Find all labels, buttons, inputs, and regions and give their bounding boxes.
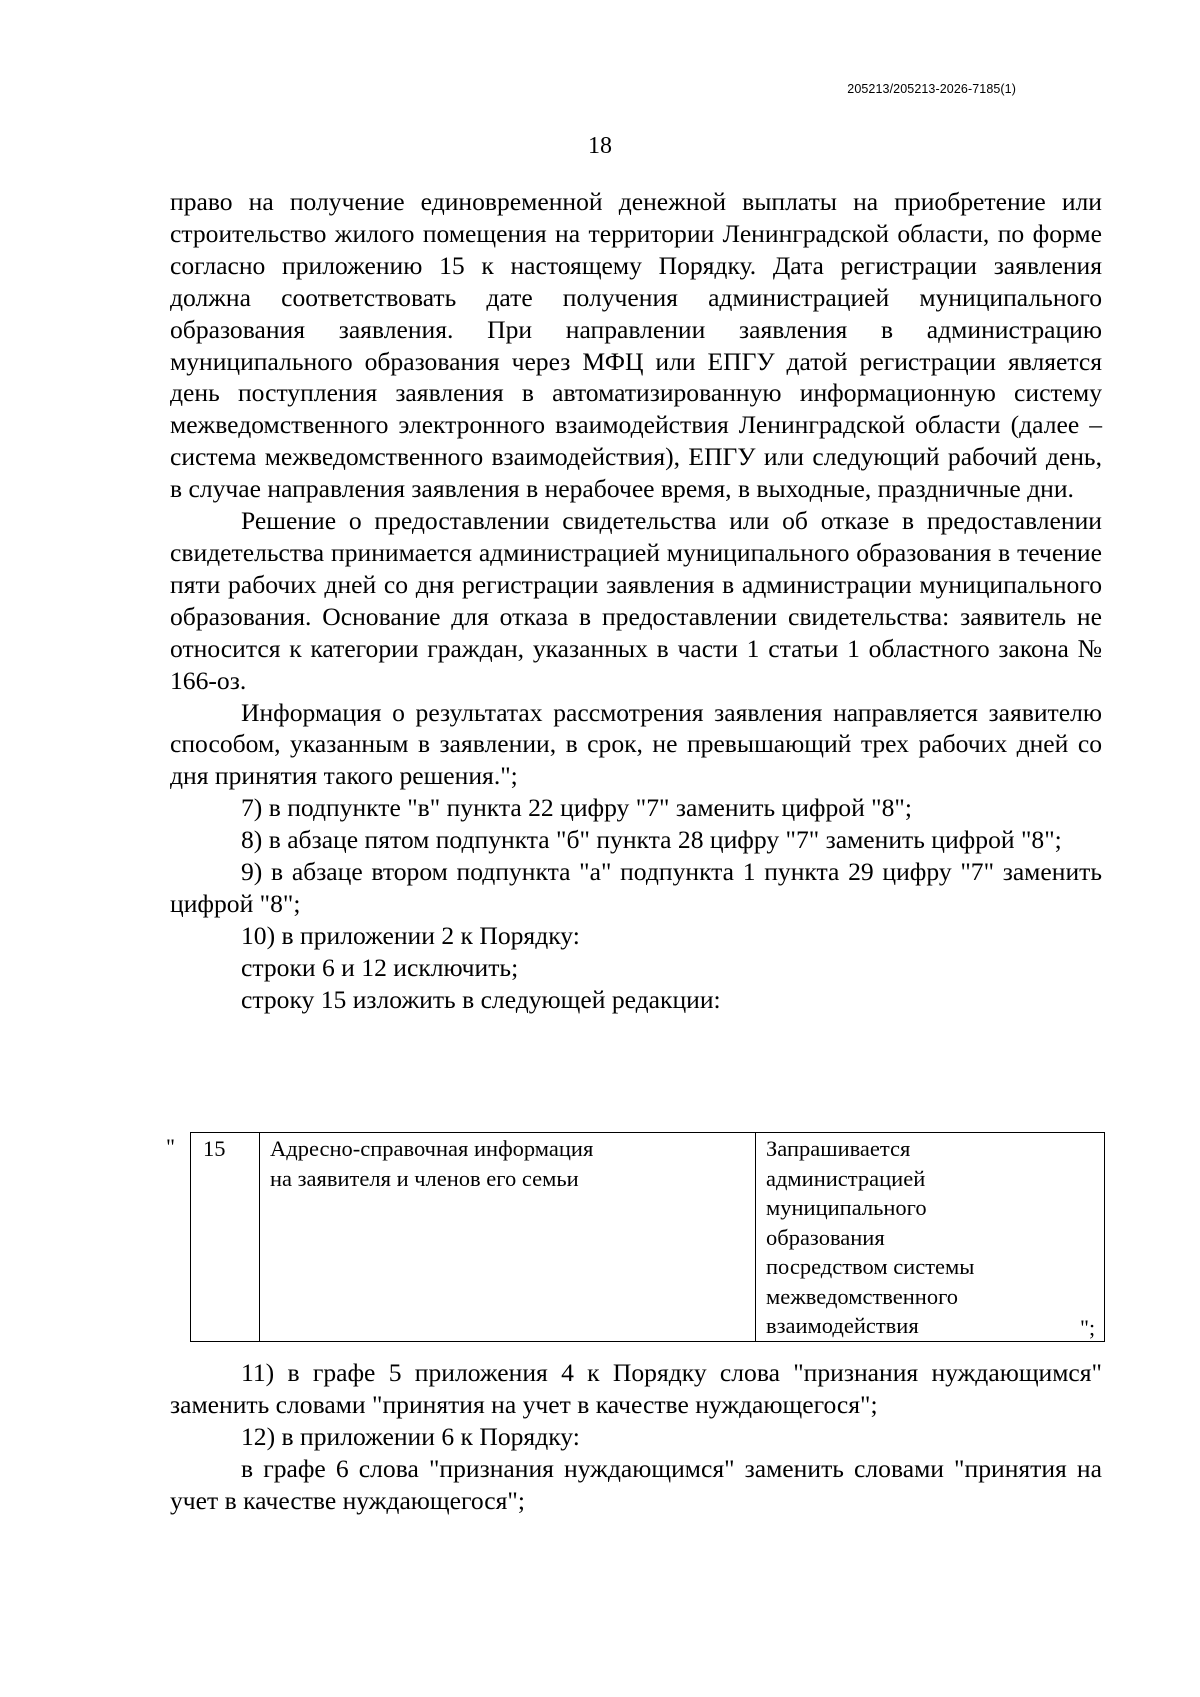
amendment-item-12-detail: в графе 6 слова "признания нуждающимся" заменить словами "принятия на учет в качестве нуждающегося"; xyxy=(170,1453,1102,1515)
amendment-item-11: 11) в графе 5 приложения 4 к Порядку слова "признания нуждающимся" заменить словами "принятия на учет в качестве нуждающегося"; xyxy=(170,1358,1102,1419)
row-name-cell xyxy=(260,1133,756,1342)
body-text-continued xyxy=(170,1357,1102,1517)
row-source-line: администрацией xyxy=(766,1165,926,1191)
row-source-line: Запрашивается xyxy=(766,1136,911,1161)
amendment-item-12: 12) в приложении 6 к Порядку: xyxy=(241,1421,580,1451)
replacement-row-block xyxy=(160,1132,1100,1346)
paragraph-decision: Решение о предоставлении свидетельства или об отказе в предоставлении свидетельства принимается администрацией муниципального образования в течение пяти рабочих дней со дня регистрации заявления в администрации муниципального образования. Основание для отказа в предоставлении свидетельства: заявитель не относится к категории граждан, указанных в части 1 статьи 1 областного закона № 166-оз. xyxy=(170,506,1102,695)
amendment-item-9: 9) в абзаце втором подпункта "а" подпункта 1 пункта 29 цифру "7" заменить цифрой "8"; xyxy=(170,857,1102,918)
row-name-line: на заявителя и членов его семьи xyxy=(270,1165,579,1191)
paragraph-information: Информация о результатах рассмотрения заявления направляется заявителю способом, указанным в заявлении, в срок, не превышающий трех рабочих дней со дня принятия такого решения."; xyxy=(170,697,1102,791)
row-source-line: взаимодействия xyxy=(766,1313,919,1338)
amendment-item-10-rows-exclude: строки 6 и 12 исключить; xyxy=(241,952,519,982)
row-source-cell xyxy=(756,1133,1105,1342)
row-source-line: посредством системы xyxy=(766,1254,975,1279)
document-id: 205213/205213-2026-7185(1) xyxy=(847,82,1016,96)
amendment-item-10: 10) в приложении 2 к Порядку: xyxy=(241,920,580,950)
row-number-cell xyxy=(191,1133,260,1342)
page-number: 18 xyxy=(588,133,612,159)
replacement-row-table xyxy=(190,1132,1105,1342)
row-name-line: Адресно-справочная информация xyxy=(270,1136,594,1161)
closing-quote: "; xyxy=(1080,1314,1096,1340)
paragraph-continuation: право на получение единовременной денежной выплаты на приобретение или строительство жилого помещения на территории Ленинградской области, по форме согласно приложению 15 к настоящему Порядку. Дата регистрации заявления должна соответствовать дате получения администрацией муниципального образования заявления. При направлении заявления в администрацию муниципального образования через МФЦ или ЕПГУ датой регистрации является день поступления заявления в автоматизированную информационную систему межведомственного электронного взаимодействия Ленинградской области (далее – система межведомственного взаимодействия), ЕПГУ или следующий рабочий день, в случае направления заявления в нерабочее время, в выходные, праздничные дни. xyxy=(170,187,1102,504)
row-number: 15 xyxy=(203,1136,226,1161)
row-source-line: муниципального xyxy=(766,1195,927,1220)
amendment-item-7: 7) в подпункте "в" пункта 22 цифру "7" заменить цифрой "8"; xyxy=(241,793,912,823)
amendment-item-8: 8) в абзаце пятом подпункта "б" пункта 28 цифру "7" заменить цифрой "8"; xyxy=(241,825,1062,855)
table-row xyxy=(191,1133,1105,1342)
row-source-line: образования xyxy=(766,1224,885,1250)
body-text xyxy=(170,186,1102,1016)
opening-quote: " xyxy=(166,1134,175,1159)
amendment-item-10-row-15: строку 15 изложить в следующей редакции: xyxy=(241,984,721,1014)
row-source-line: межведомственного xyxy=(766,1283,959,1309)
